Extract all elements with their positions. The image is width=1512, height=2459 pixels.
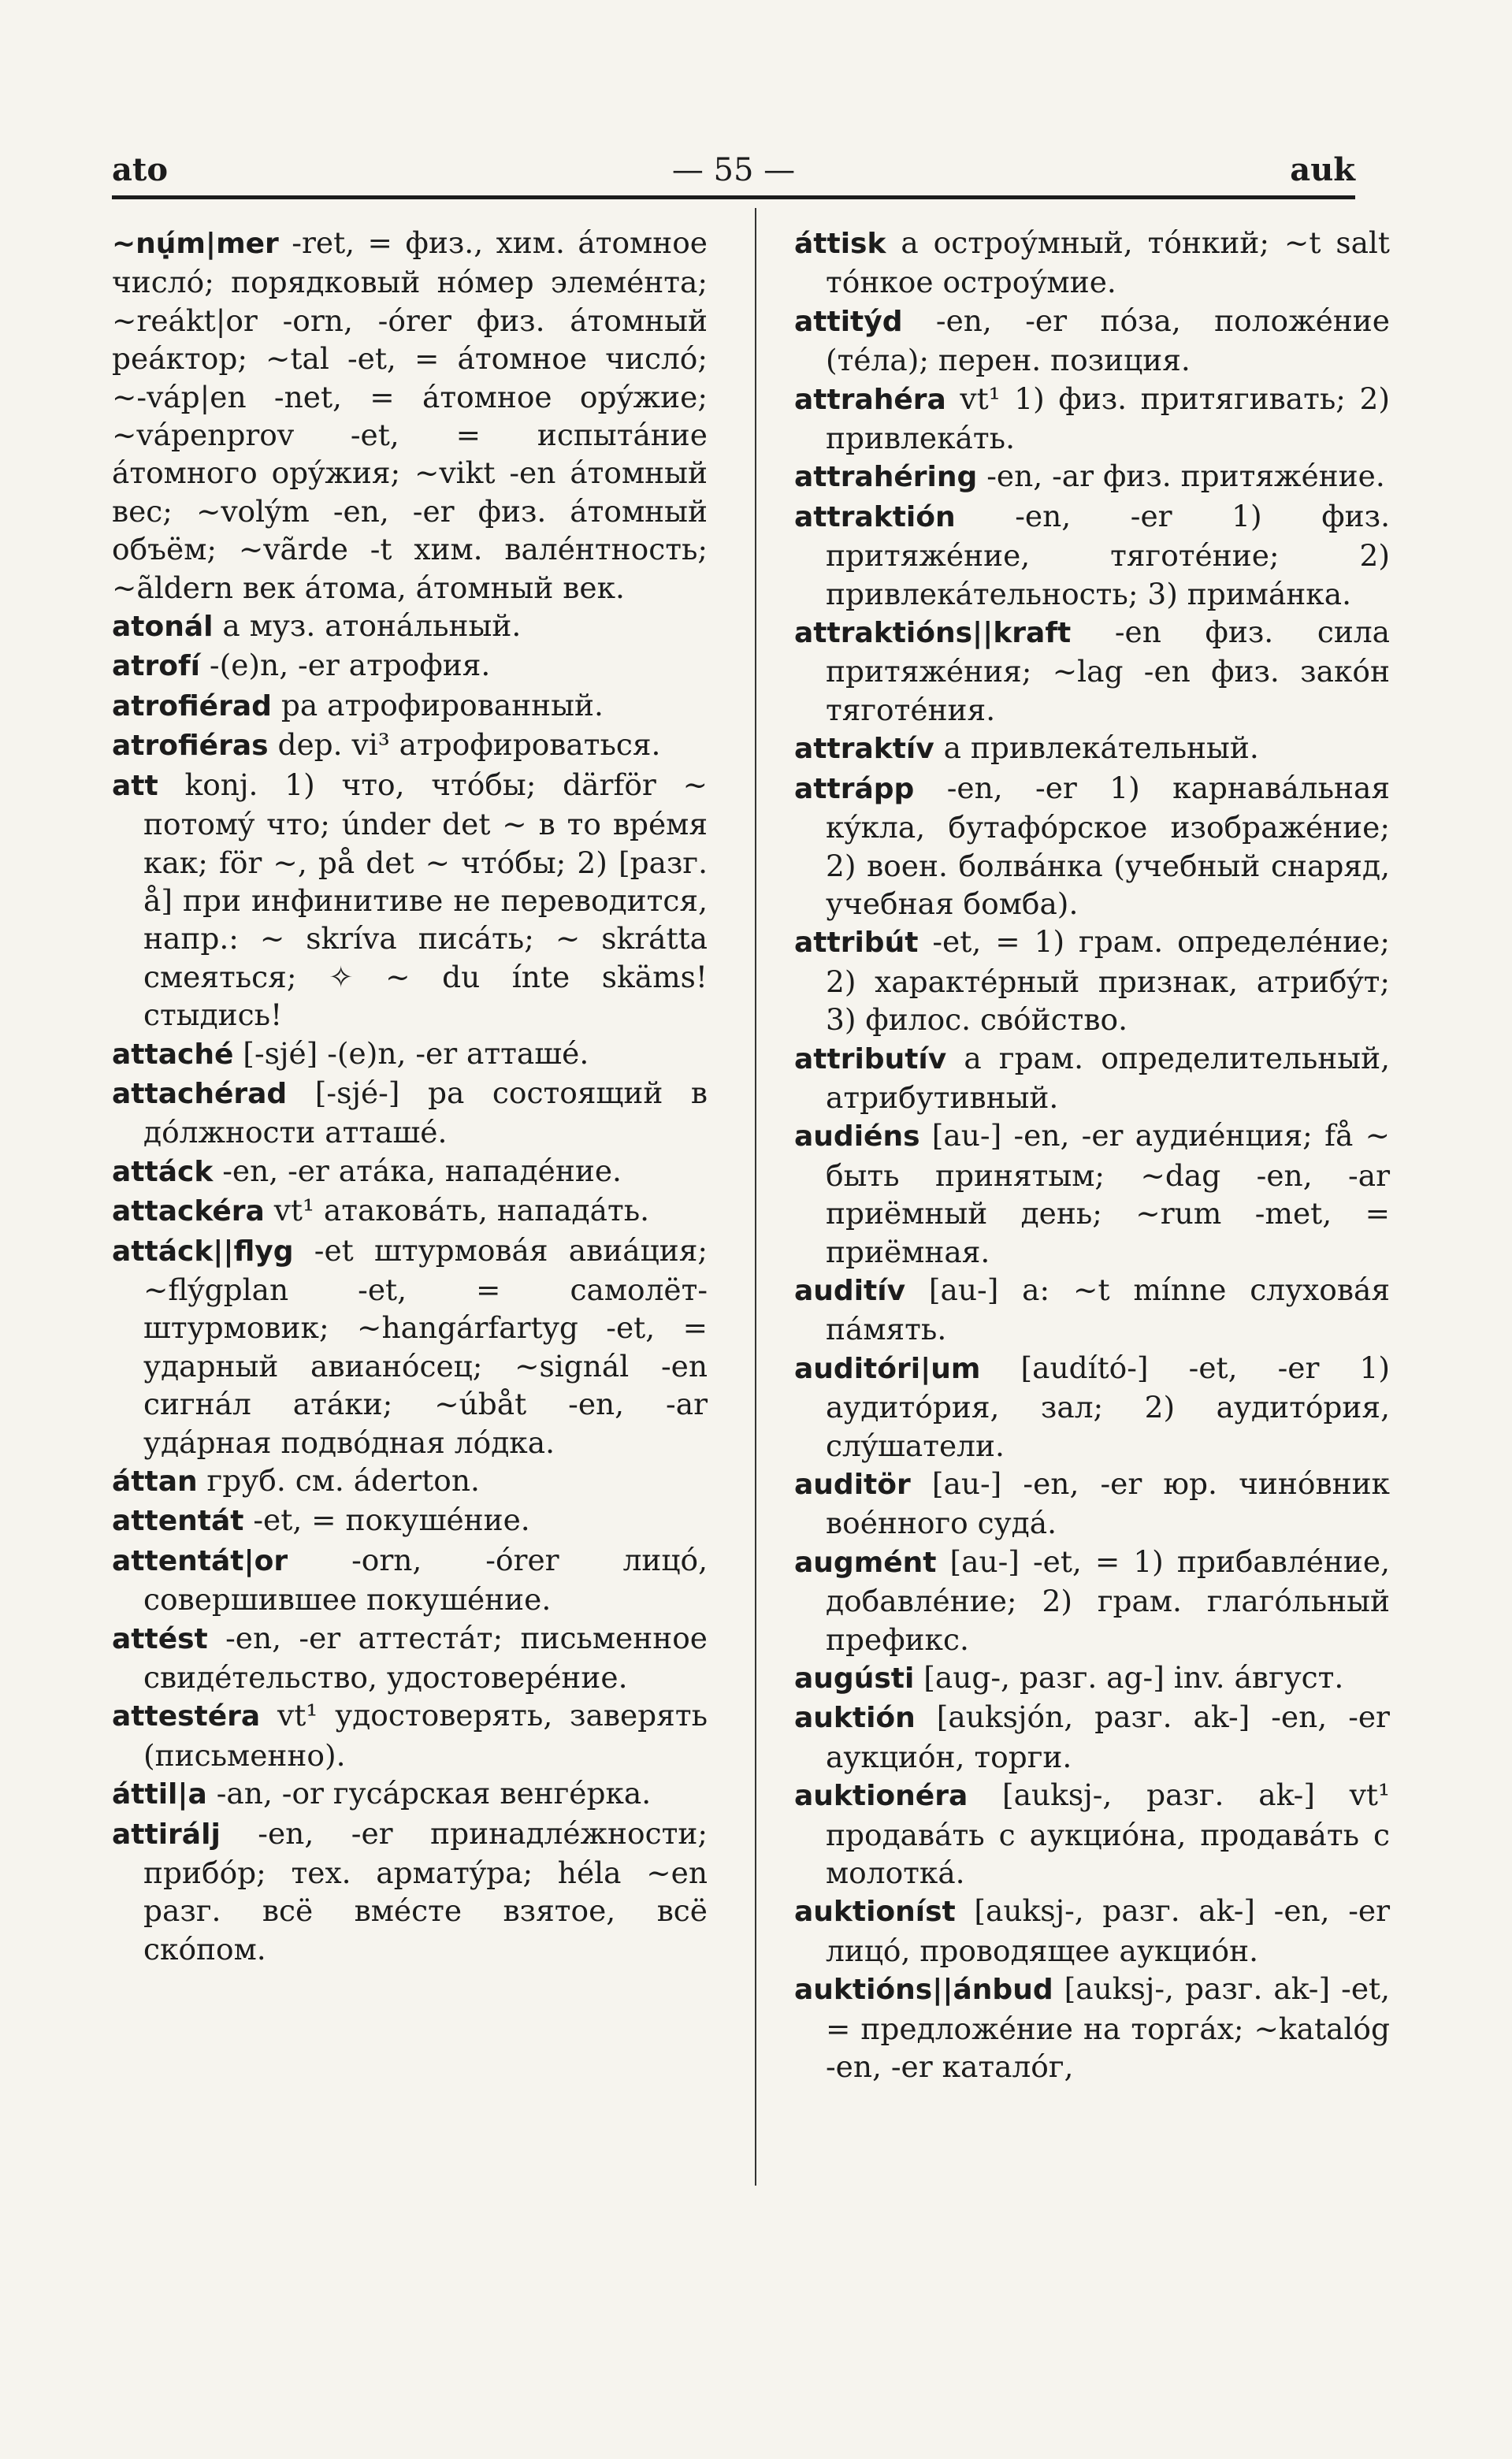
dictionary-entry <box>794 1271 1390 1349</box>
dictionary-entry <box>794 1970 1390 2086</box>
entry-headword: attraktív <box>794 733 934 766</box>
entry-headword: auditör <box>794 1469 911 1501</box>
dictionary-entry <box>112 1152 708 1191</box>
dictionary-entry <box>112 224 708 607</box>
dictionary-entry <box>112 1815 708 1969</box>
entry-definition: a остроýмный, тóнкий; ~t salt тóнкое остроýмие. <box>826 225 1390 300</box>
entry-headword: attribút <box>794 927 919 960</box>
dictionary-entry <box>112 646 708 685</box>
entry-headword: attackéra <box>112 1195 265 1228</box>
dictionary-entry <box>112 1034 708 1074</box>
entry-headword: attentát <box>112 1505 244 1538</box>
entry-definition: [auksjón, разг. ak-] -en, -er аукциóн, торги. <box>826 1699 1390 1774</box>
entry-definition: [au-] -en, -er аудиéнция; få ~ быть принятым; ~dag -en, -ar приёмный день; ~rum -met, = приёмная. <box>826 1118 1390 1269</box>
entry-headword: att <box>112 769 158 802</box>
dictionary-entry <box>794 1543 1390 1659</box>
page-number: — 55 — <box>671 152 796 188</box>
entry-definition: -en, -er аттестáт; письменное свидéтельство, удостоверéние. <box>143 1620 708 1696</box>
entry-definition: [-sjé] -(e)n, -er атташé. <box>233 1035 589 1071</box>
dictionary-entry <box>112 686 708 726</box>
dictionary-entry <box>112 1501 708 1540</box>
entry-definition: -(e)n, -er атрофия. <box>200 648 491 683</box>
dictionary-entry <box>794 613 1390 729</box>
dictionary-entry <box>794 1892 1390 1970</box>
entry-headword: attraktión <box>794 500 956 533</box>
dictionary-entry <box>794 1039 1390 1117</box>
dictionary-entry <box>112 1231 708 1462</box>
entry-definition: -en, -er атáка, нападéние. <box>213 1153 622 1188</box>
entry-headword: audiéns <box>794 1120 920 1153</box>
entry-definition: dep. vi³ атрофироваться. <box>268 727 661 763</box>
entry-headword: attrahéring <box>794 461 978 494</box>
entry-definition: [au-] a: ~t mínne слуховáя пáмять. <box>826 1272 1390 1347</box>
entry-headword: attirálj <box>112 1818 221 1851</box>
entry-headword: auktións||ánbud <box>794 1974 1053 2007</box>
entry-definition: [au-] -et, = 1) прибавлéние, добавлéние; 2) грам. глагóльный префикс. <box>826 1543 1390 1657</box>
entry-headword: áttisk <box>794 228 886 260</box>
entry-definition: [-sjé-] pa состоящий в дóлжности атташé. <box>143 1075 708 1150</box>
entry-definition: -et, = 1) грам. определéние; 2) характéрный признак, атрибýт; 3) филос. свóйство. <box>826 924 1390 1038</box>
header-first-word: ato <box>112 151 169 188</box>
dictionary-entry <box>794 1116 1390 1271</box>
entry-headword: atrofí <box>112 650 200 683</box>
entry-headword: augústi <box>794 1662 915 1696</box>
entry-headword: atrofiéras <box>112 730 269 763</box>
entry-definition: vt¹ 1) физ. притягивать; 2) привлекáть. <box>826 381 1390 456</box>
entry-definition: konj. 1) что, чтóбы; därför ~ потомý что; únder det ~ в то врéмя как; för ~, på det ~ чтóбы; 2) [разг. å] при инфинитиве не переводится, напр.: ~ skríva писáть; ~ skrátta смеяться; ✧ ~ du ínte skäms! стыдись! <box>143 767 708 1033</box>
entry-headword: attést <box>112 1622 208 1655</box>
entry-headword: attestéra <box>112 1700 261 1733</box>
entry-headword: attáck||flyg <box>112 1235 294 1268</box>
entry-definition: a грам. определительный, атрибутивный. <box>826 1040 1390 1115</box>
dictionary-entry <box>112 1462 708 1501</box>
entry-definition: [au-] -en, -er юр. чинóвник воéнного судá. <box>826 1466 1390 1541</box>
entry-definition: a муз. атонáльный. <box>213 608 522 644</box>
entry-headword: auditív <box>794 1274 906 1307</box>
dictionary-entry <box>794 1349 1390 1465</box>
entry-definition: -en, -er принадлéжности; прибóр; тех. арматýра; héla ~en разг. всё вмéсте взятое, всё скóпом. <box>143 1815 708 1967</box>
entry-definition: груб. см. áderton. <box>197 1463 480 1498</box>
dictionary-entry <box>794 497 1390 613</box>
entry-headword: attraktións||kraft <box>794 617 1072 650</box>
page-header <box>112 148 1355 192</box>
entry-definition: -et штурмовáя авиáция; ~flýgplan -et, = самолёт-штурмовик; ~hangárfartyg -et, = ударный авианóсец; ~signál -en сигнáл атáки; ~úbåt -en, -ar удáрная подвóдная лóдка. <box>143 1232 708 1460</box>
entry-definition: -en, -er 1) физ. притяжéние, тяготéние; 2) привлекáтельность; 3) примáнка. <box>826 498 1390 611</box>
dictionary-entry <box>112 1774 708 1814</box>
entry-headword: atrofiérad <box>112 689 272 722</box>
dictionary-entry <box>112 1696 708 1774</box>
dictionary-entry <box>794 1698 1390 1776</box>
entry-headword: attentát|or <box>112 1544 288 1577</box>
entry-definition: -en, -er пóза, положéние (тéла); перен. позиция. <box>826 303 1390 378</box>
entry-headword: augmént <box>794 1546 937 1579</box>
entry-headword: áttan <box>112 1465 198 1498</box>
entry-headword: attaché <box>112 1038 234 1071</box>
entry-definition: vt¹ удостоверять, заверять (письменно). <box>143 1698 708 1773</box>
dictionary-entry <box>794 729 1390 768</box>
header-last-word: auk <box>1290 151 1355 188</box>
entry-definition: -en физ. сила притяжéния; ~lag -en физ. закóн тяготéния. <box>826 615 1390 727</box>
entry-definition: a привлекáтельный. <box>934 730 1259 766</box>
dictionary-entry <box>112 1619 708 1697</box>
entry-definition: -en, -ar физ. притяжéние. <box>977 459 1385 494</box>
dictionary-entry <box>794 380 1390 458</box>
dictionary-entry <box>112 1191 708 1231</box>
entry-definition: [auksj-, разг. ak-] -et, = предложéние на торгáх; ~katalóg -en, -er каталóг, <box>826 1971 1390 2085</box>
left-column <box>112 224 708 1968</box>
column-divider <box>755 208 756 2186</box>
dictionary-entry <box>112 1541 708 1619</box>
entry-headword: auktión <box>794 1702 916 1735</box>
entry-headword: ~nụ́m|mer <box>112 228 279 260</box>
entry-definition: -an, -or гусáрская венгéрка. <box>206 1776 652 1811</box>
dictionary-entry <box>794 769 1390 923</box>
entry-definition: [audító-] -et, -er 1) аудитóрия, зал; 2) аудитóрия, слýшатели. <box>826 1350 1390 1463</box>
entry-definition: [auksj-, разг. ak-] -en, -er лицó, проводящее аукциóн. <box>826 1893 1390 1968</box>
entry-definition: [auksj-, разг. ak-] vt¹ продавáть с аукциóна, продавáть с молоткá. <box>826 1777 1390 1891</box>
dictionary-entry <box>112 1074 708 1152</box>
dictionary-entry <box>794 457 1390 496</box>
entry-headword: atonál <box>112 611 214 644</box>
entry-headword: attrápp <box>794 772 915 805</box>
dictionary-entry <box>794 1659 1390 1698</box>
dictionary-entry <box>794 224 1390 302</box>
entry-headword: attachérad <box>112 1077 288 1110</box>
entry-headword: attáck <box>112 1155 214 1188</box>
entry-headword: attrahéra <box>794 383 946 416</box>
dictionary-entry <box>112 726 708 765</box>
entry-definition: vt¹ атаковáть, нападáть. <box>264 1193 650 1228</box>
right-column <box>794 224 1390 2086</box>
dictionary-entry <box>794 923 1390 1038</box>
entry-definition: -et, = покушéние. <box>243 1503 530 1538</box>
entry-definition: -en, -er 1) карнавáльная кýкла, бутафóрское изображéние; 2) воен. болвáнка (учебный снаряд, учебная бомба). <box>826 770 1390 921</box>
entry-definition: [aug-, разг. ag-] inv. áвгуст. <box>914 1660 1344 1696</box>
entry-headword: attributív <box>794 1042 947 1075</box>
dictionary-entry <box>794 1776 1390 1892</box>
entry-definition: -ret, = физ., хим. áтомное числó; порядковый нóмер элемéнта; ~reákt|or -orn, -órer физ. áтомный реáктор; ~tal -et, = áтомное числó; ~-váp|en -net, = áтомное орýжие; ~vápenprov -et, = испытáние áтомного орýжия; ~vikt -en áтомный вес; ~volým -en, -er физ. áтомный объём; ~vãrde -t хим. валéнтность; ~ãldern век áтома, áтомный век. <box>112 225 708 605</box>
header-rule <box>112 195 1355 199</box>
entry-headword: attitýd <box>794 305 903 338</box>
entry-headword: auktioníst <box>794 1896 956 1929</box>
entry-definition: -orn, -órer лицó, совершившее покушéние. <box>143 1542 708 1618</box>
entry-headword: auditóri|um <box>794 1352 981 1385</box>
dictionary-entry <box>794 302 1390 380</box>
entry-definition: pa атрофированный. <box>271 687 604 722</box>
entry-headword: áttil|a <box>112 1778 207 1811</box>
entry-headword: auktionéra <box>794 1780 968 1813</box>
dictionary-entry <box>112 607 708 646</box>
dictionary-entry <box>112 766 708 1034</box>
dictionary-entry <box>794 1465 1390 1543</box>
